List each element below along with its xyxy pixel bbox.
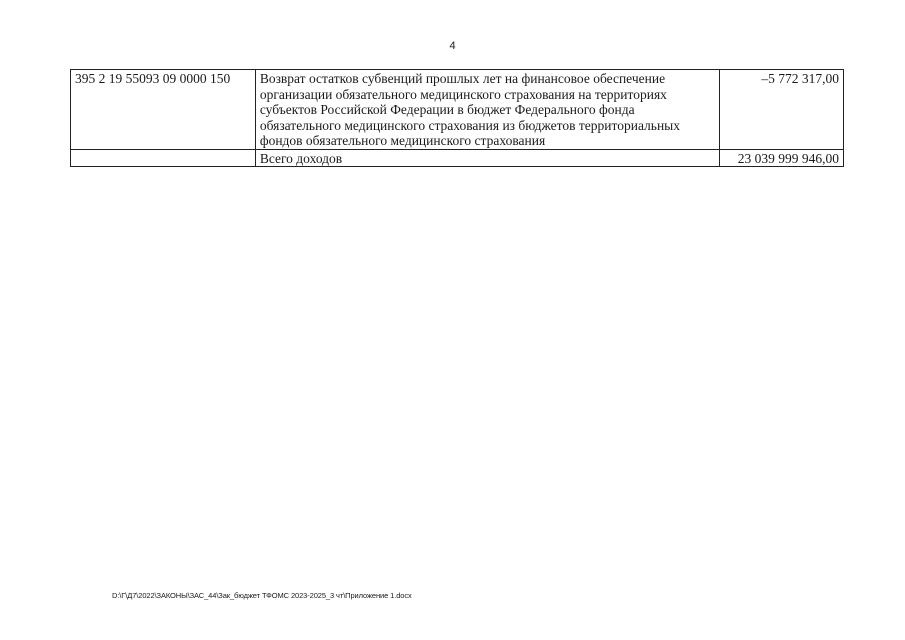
description-cell: Возврат остатков субвенций прошлых лет на финансовое обеспечение организации обязательного медицинского страхования на территориях субъектов Российской Федерации в бюджет Федерального фонда обязательного медицинского страхования из бюджетов территориальных фондов обязательного медицинского страхования — [255, 70, 719, 150]
revenue-table — [70, 69, 844, 167]
total-label-cell: Всего доходов — [255, 149, 719, 167]
table-row-total — [71, 149, 844, 167]
amount-cell: –5 772 317,00 — [720, 70, 844, 150]
budget-code-cell: 395 2 19 55093 09 0000 150 — [71, 70, 256, 150]
page-number: 4 — [449, 40, 456, 52]
total-amount-cell: 23 039 999 946,00 — [720, 149, 844, 167]
budget-code-cell — [71, 149, 256, 167]
document-file-path: D:\Г\Д7\2022\ЗАКОНЫ\ЗАС_44\Зак_бюджет ТФОМС 2023-2025_3 чт\Приложение 1.docx — [112, 591, 412, 600]
table-row — [71, 70, 844, 150]
